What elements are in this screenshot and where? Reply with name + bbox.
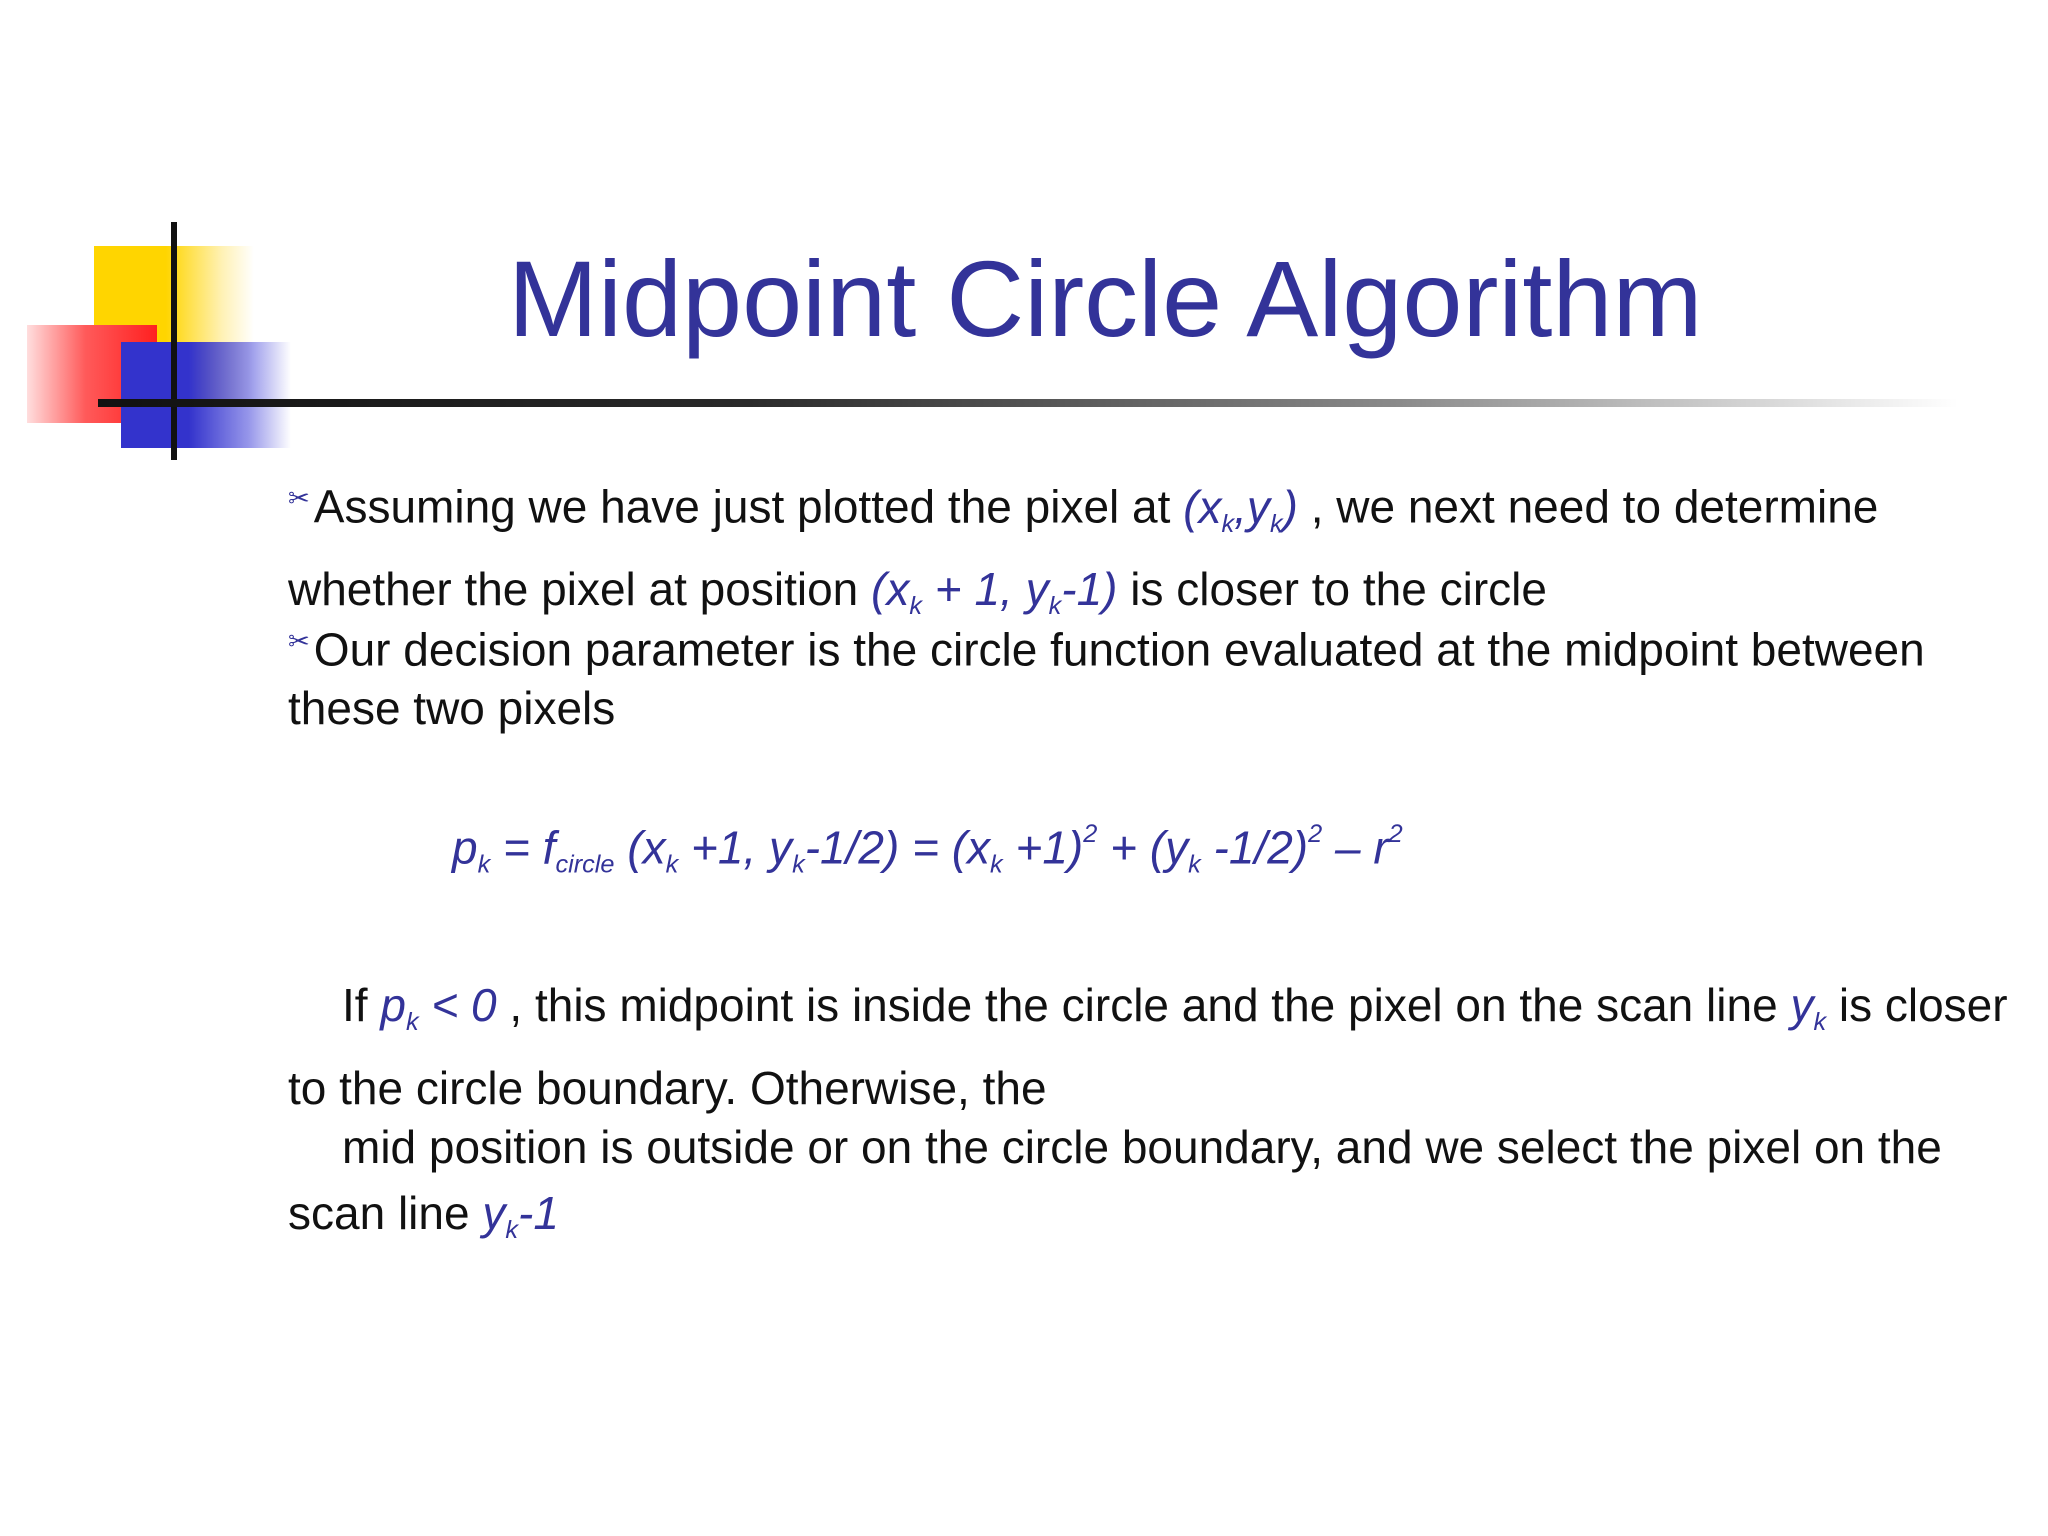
title-underline [98,399,1958,407]
paragraph-1-math-2: $y_k$ [1790,979,1827,1036]
scissors-icon: ✂ [288,626,310,656]
bullet-2-text: Our decision parameter is the circle function evaluated at the midpoint between these two pixels [288,623,1925,734]
paragraph-1-text-1: If [342,979,381,1031]
paragraph-2 [288,1114,2008,1263]
paragraph-1-math-1: $p_k < 0$ [380,979,497,1036]
paragraph-1-text-3: is closer to the circle boundary. Otherwise, the [288,979,2008,1114]
bullet-1-math-2: ($x_k + 1$, $y_k-1$) [871,563,1118,621]
paragraph-2-math-1: $y_k-1$ [482,1187,559,1244]
decision-parameter-formula: $p_k = f_{circle}$ ($x_k +1$, $y_k-1/2) = (x_k +1)^2 + (y_k$ $-1/2)^2 - r^2$ [452,820,1403,879]
scissors-icon: ✂ [288,483,310,513]
bullet-1-math-1: $(x_k,y_k)$ [1183,480,1298,538]
bullet-1-text-2: , we next need to determine whether the pixel at position [288,480,1879,616]
logo-vertical-line [171,222,177,460]
bullet-1-text-1: Assuming we have just plotted the pixel at [313,480,1184,533]
paragraph-1 [288,972,2008,1121]
paragraph-1-text-2: , this midpoint is inside the circle and the pixel on the scan line [496,979,1791,1031]
bullet-1-text-3: is closer to the circle [1117,563,1547,616]
bullet-2 [288,612,2008,737]
paragraph-2-text-1: mid position is outside or on the circle boundary, and we select the pixel on the scan line [288,1121,1942,1239]
slide-title: Midpoint Circle Algorithm [508,238,1703,359]
logo-blue-square [121,342,291,448]
